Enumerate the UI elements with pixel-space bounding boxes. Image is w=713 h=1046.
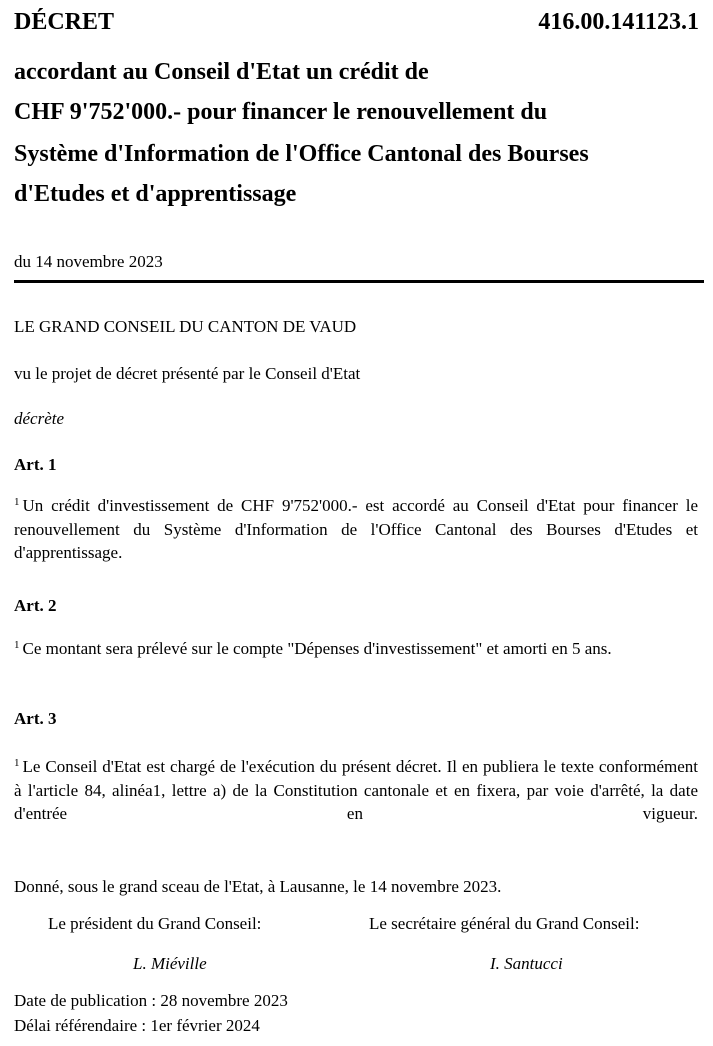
article-2-heading: Art. 2 bbox=[14, 596, 57, 615]
decree-type: DÉCRET bbox=[14, 9, 115, 35]
alinea-number: 1 bbox=[14, 757, 20, 769]
considering-line: vu le projet de décret présenté par le Conseil d'Etat bbox=[14, 364, 361, 383]
secretary-name: I. Santucci bbox=[490, 954, 563, 973]
article-2-paragraph bbox=[14, 637, 698, 661]
secretary-title: Le secrétaire général du Grand Conseil: bbox=[369, 914, 640, 933]
article-2-text: Ce montant sera prélevé sur le compte "Dépenses d'investissement" et amorti en 5 ans. bbox=[22, 639, 612, 658]
article-3-paragraph bbox=[14, 755, 698, 826]
publication-date: Date de publication : 28 novembre 2023 bbox=[14, 991, 288, 1010]
article-1-paragraph bbox=[14, 494, 698, 565]
decree-date: du 14 novembre 2023 bbox=[14, 252, 163, 271]
article-1-heading: Art. 1 bbox=[14, 455, 57, 474]
article-1-text: Un crédit d'investissement de CHF 9'752'000.- est accordé au Conseil d'Etat pour financer le renouvellement du Système d'Information de l'Office Cantonal des Bourses d'Etudes et d'apprentissage. bbox=[14, 496, 698, 562]
given-at-line: Donné, sous le grand sceau de l'Etat, à Lausanne, le 14 novembre 2023. bbox=[14, 877, 502, 896]
decree-number: 416.00.141123.1 bbox=[538, 9, 699, 35]
title-line-4: d'Etudes et d'apprentissage bbox=[14, 181, 297, 207]
alinea-number: 1 bbox=[14, 496, 20, 508]
article-3-text: Le Conseil d'Etat est chargé de l'exécution du présent décret. Il en publiera le texte conformément à l'article 84, alinéa1, lettre a) de la Constitution cantonale et en fixera, par voie d'arrêté, la date d'entrée en vigueur. bbox=[14, 757, 698, 823]
president-name: L. Miéville bbox=[133, 954, 207, 973]
title-line-1: accordant au Conseil d'Etat un crédit de bbox=[14, 59, 429, 85]
president-title: Le président du Grand Conseil: bbox=[48, 914, 262, 933]
title-line-3: Système d'Information de l'Office Cantonal des Bourses bbox=[14, 141, 589, 167]
separator-rule bbox=[14, 280, 704, 283]
article-3-heading: Art. 3 bbox=[14, 709, 57, 728]
referendum-deadline: Délai référendaire : 1er février 2024 bbox=[14, 1016, 260, 1035]
title-line-2: CHF 9'752'000.- pour financer le renouvellement du bbox=[14, 99, 548, 125]
decrees-word: décrète bbox=[14, 409, 65, 428]
authority-line: LE GRAND CONSEIL DU CANTON DE VAUD bbox=[14, 317, 357, 336]
alinea-number: 1 bbox=[14, 639, 20, 651]
